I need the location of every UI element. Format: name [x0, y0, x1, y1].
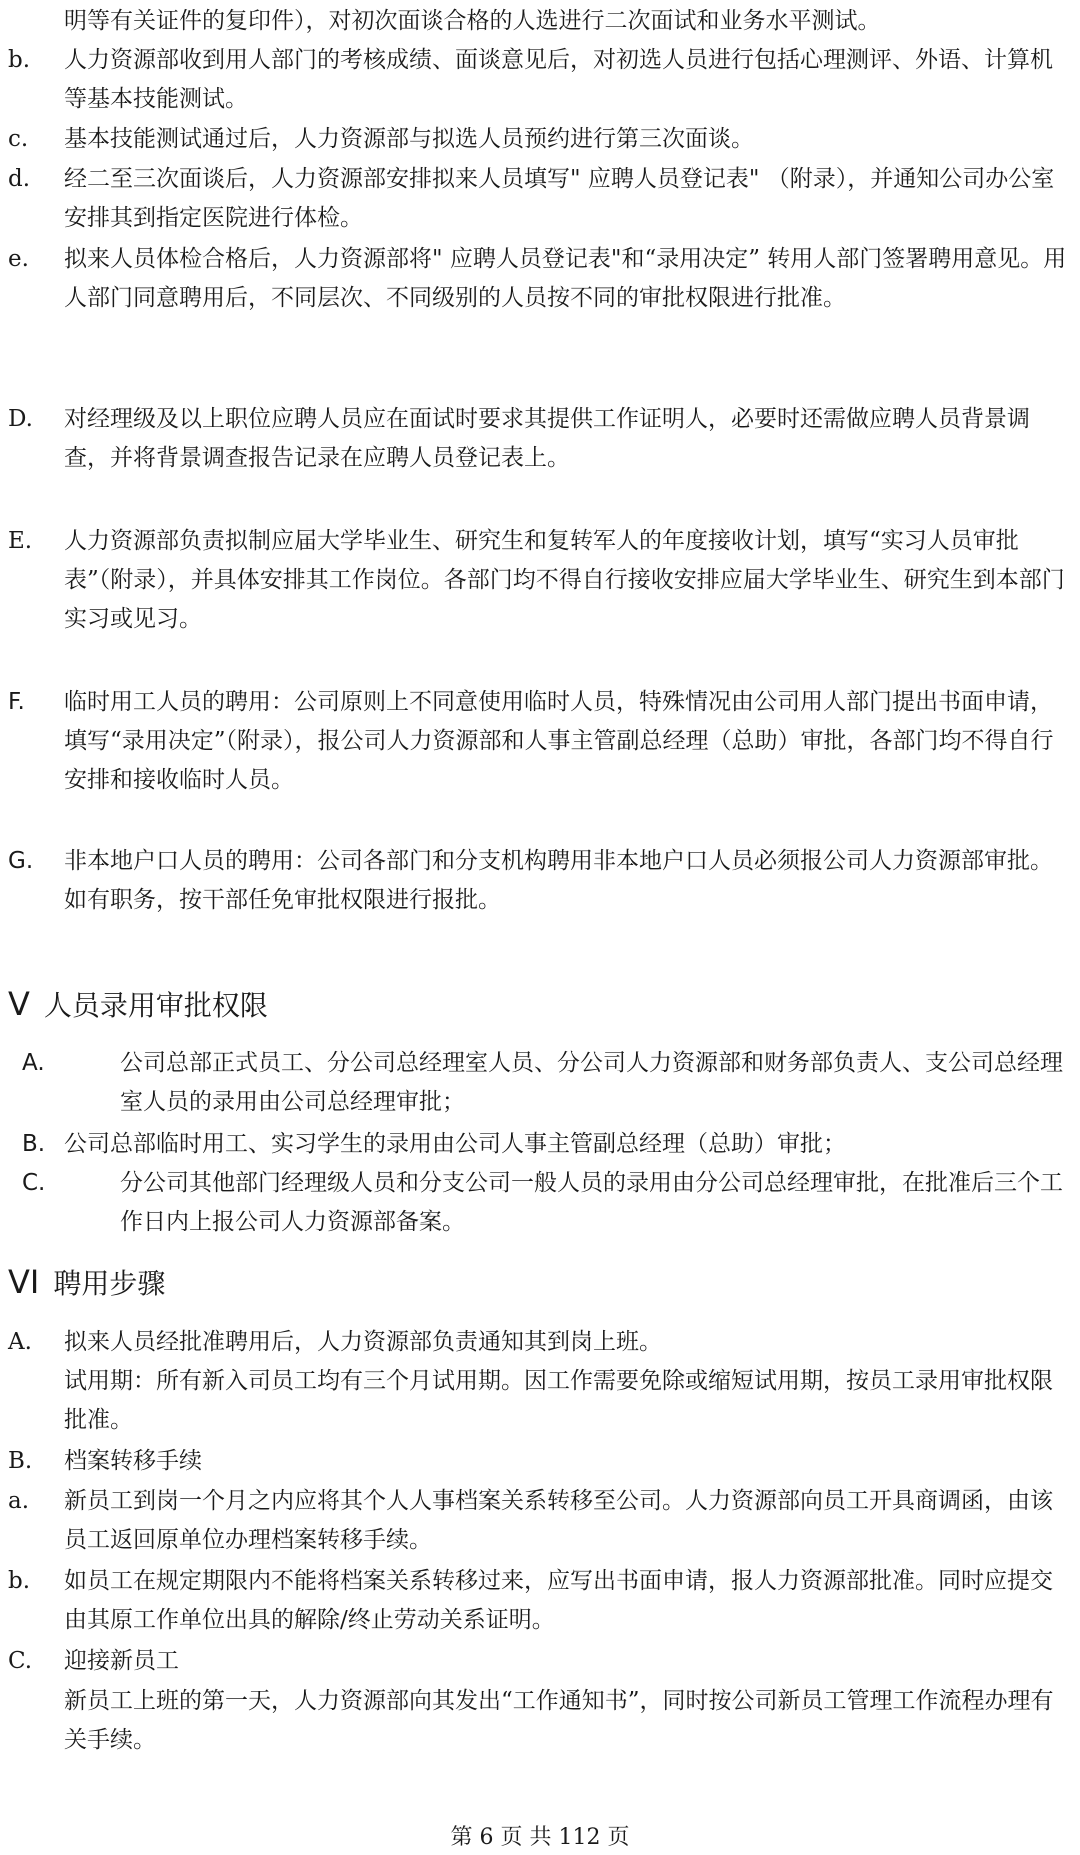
list-marker: c. [8, 126, 29, 152]
list-marker: A. [22, 1050, 45, 1076]
paragraph-text: 新员工上班的第一天，人力资源部向其发出“工作通知书”，同时按公司新员工管理工作流程办理有关手续。 [64, 1688, 1054, 1753]
list-marker: C. [22, 1170, 46, 1196]
page-footer: 第 6 页 共 112 页 [450, 1825, 630, 1850]
list-item-text: 拟来人员体检合格后，人力资源部将" 应聘人员登记表"和“录用决定” 转用人部门签署聘用意见。用人部门同意聘用后，不同层次、不同级别的人员按不同的审批权限进行批准。 [64, 246, 1067, 311]
list-item-F [8, 683, 1068, 803]
paragraph-continuation [8, 2, 1068, 42]
list-marker: B. [22, 1131, 46, 1157]
section-number: V [8, 985, 30, 1023]
list-item-text: 拟来人员经批准聘用后，人力资源部负责通知其到岗上班。 [64, 1329, 662, 1355]
list-item-E [8, 522, 1068, 642]
list-item-G [8, 842, 1068, 922]
list-item-vi-A [8, 1323, 1068, 1363]
list-item-text: 分公司其他部门经理级人员和分支公司一般人员的录用由分公司总经理审批，在批准后三个工作日内上报公司人力资源部备案。 [120, 1170, 1063, 1235]
list-item-text: 如员工在规定期限内不能将档案关系转移过来，应写出书面申请，报人力资源部批准。同时应提交由其原工作单位出具的解除/终止劳动关系证明。 [64, 1568, 1053, 1633]
list-item-v-C [22, 1164, 1068, 1244]
section-number: VI [8, 1263, 40, 1301]
list-marker: d. [8, 166, 31, 192]
list-marker: e. [8, 246, 29, 272]
list-item-text: 迎接新员工 [64, 1648, 179, 1674]
list-item-b [8, 41, 1068, 121]
list-item-D [8, 400, 1068, 480]
section-heading-v [8, 984, 268, 1026]
section-title: 聘用步骤 [53, 1267, 166, 1300]
list-item-text: 人力资源部收到用人部门的考核成绩、面谈意见后，对初选人员进行包括心理测评、外语、计算机等基本技能测试。 [64, 47, 1053, 112]
list-item-text: 对经理级及以上职位应聘人员应在面试时要求其提供工作证明人，必要时还需做应聘人员背景调查，并将背景调查报告记录在应聘人员登记表上。 [64, 406, 1030, 471]
list-marker: a. [8, 1488, 30, 1514]
list-marker: F. [8, 689, 25, 715]
list-item-v-B [22, 1125, 1068, 1165]
paragraph-probation [8, 1362, 1068, 1442]
list-marker: E. [8, 528, 33, 554]
section-title: 人员录用审批权限 [43, 989, 268, 1022]
list-item-vi-b [8, 1562, 1068, 1642]
list-item-vi-C [8, 1642, 1068, 1682]
paragraph-text: 试用期：所有新入司员工均有三个月试用期。因工作需要免除或缩短试用期，按员工录用审批权限批准。 [64, 1368, 1053, 1433]
list-marker: b. [8, 1568, 31, 1594]
list-item-text: 公司总部临时用工、实习学生的录用由公司人事主管副总经理（总助）审批； [64, 1131, 846, 1157]
list-item-text: 非本地户口人员的聘用：公司各部门和分支机构聘用非本地户口人员必须报公司人力资源部审批。如有职务，按干部任免审批权限进行报批。 [64, 848, 1053, 913]
list-marker: A. [8, 1329, 32, 1355]
list-marker: D. [8, 406, 33, 432]
list-item-text: 经二至三次面谈后，人力资源部安排拟来人员填写" 应聘人员登记表" （附录），并通知公司办公室安排其到指定医院进行体检。 [64, 166, 1055, 231]
list-marker: B. [8, 1448, 33, 1474]
list-item-text: 人力资源部负责拟制应届大学毕业生、研究生和复转军人的年度接收计划，填写“实习人员审批表”（附录），并具体安排其工作岗位。各部门均不得自行接收安排应届大学毕业生、研究生到本部门实习或见习。 [64, 528, 1065, 632]
section-heading-vi [8, 1262, 165, 1304]
list-item-text: 基本技能测试通过后，人力资源部与拟选人员预约进行第三次面谈。 [64, 126, 754, 152]
list-marker: C. [8, 1648, 33, 1674]
list-marker: G. [8, 848, 34, 874]
list-item-text: 临时用工人员的聘用：公司原则上不同意使用临时人员，特殊情况由公司用人部门提出书面申请，填写“录用决定”（附录），报公司人力资源部和人事主管副总经理（总助）审批，各部门均不得自行安排和接收临时人员。 [64, 689, 1054, 793]
list-item-vi-a [8, 1482, 1068, 1562]
paragraph-welcome [8, 1682, 1068, 1762]
list-item-vi-B [8, 1442, 1068, 1482]
list-item-e [8, 240, 1068, 360]
list-item-text: 档案转移手续 [64, 1448, 202, 1474]
paragraph-text: 明等有关证件的复印件），对初次面谈合格的人选进行二次面试和业务水平测试。 [64, 8, 881, 34]
list-item-c [8, 120, 1068, 160]
list-item-d [8, 160, 1068, 240]
list-marker: b. [8, 47, 31, 73]
list-item-v-A [22, 1044, 1068, 1124]
list-item-text: 新员工到岗一个月之内应将其个人人事档案关系转移至公司。人力资源部向员工开具商调函，由该员工返回原单位办理档案转移手续。 [64, 1488, 1053, 1553]
list-item-text: 公司总部正式员工、分公司总经理室人员、分公司人力资源部和财务部负责人、支公司总经理室人员的录用由公司总经理审批； [120, 1050, 1063, 1115]
